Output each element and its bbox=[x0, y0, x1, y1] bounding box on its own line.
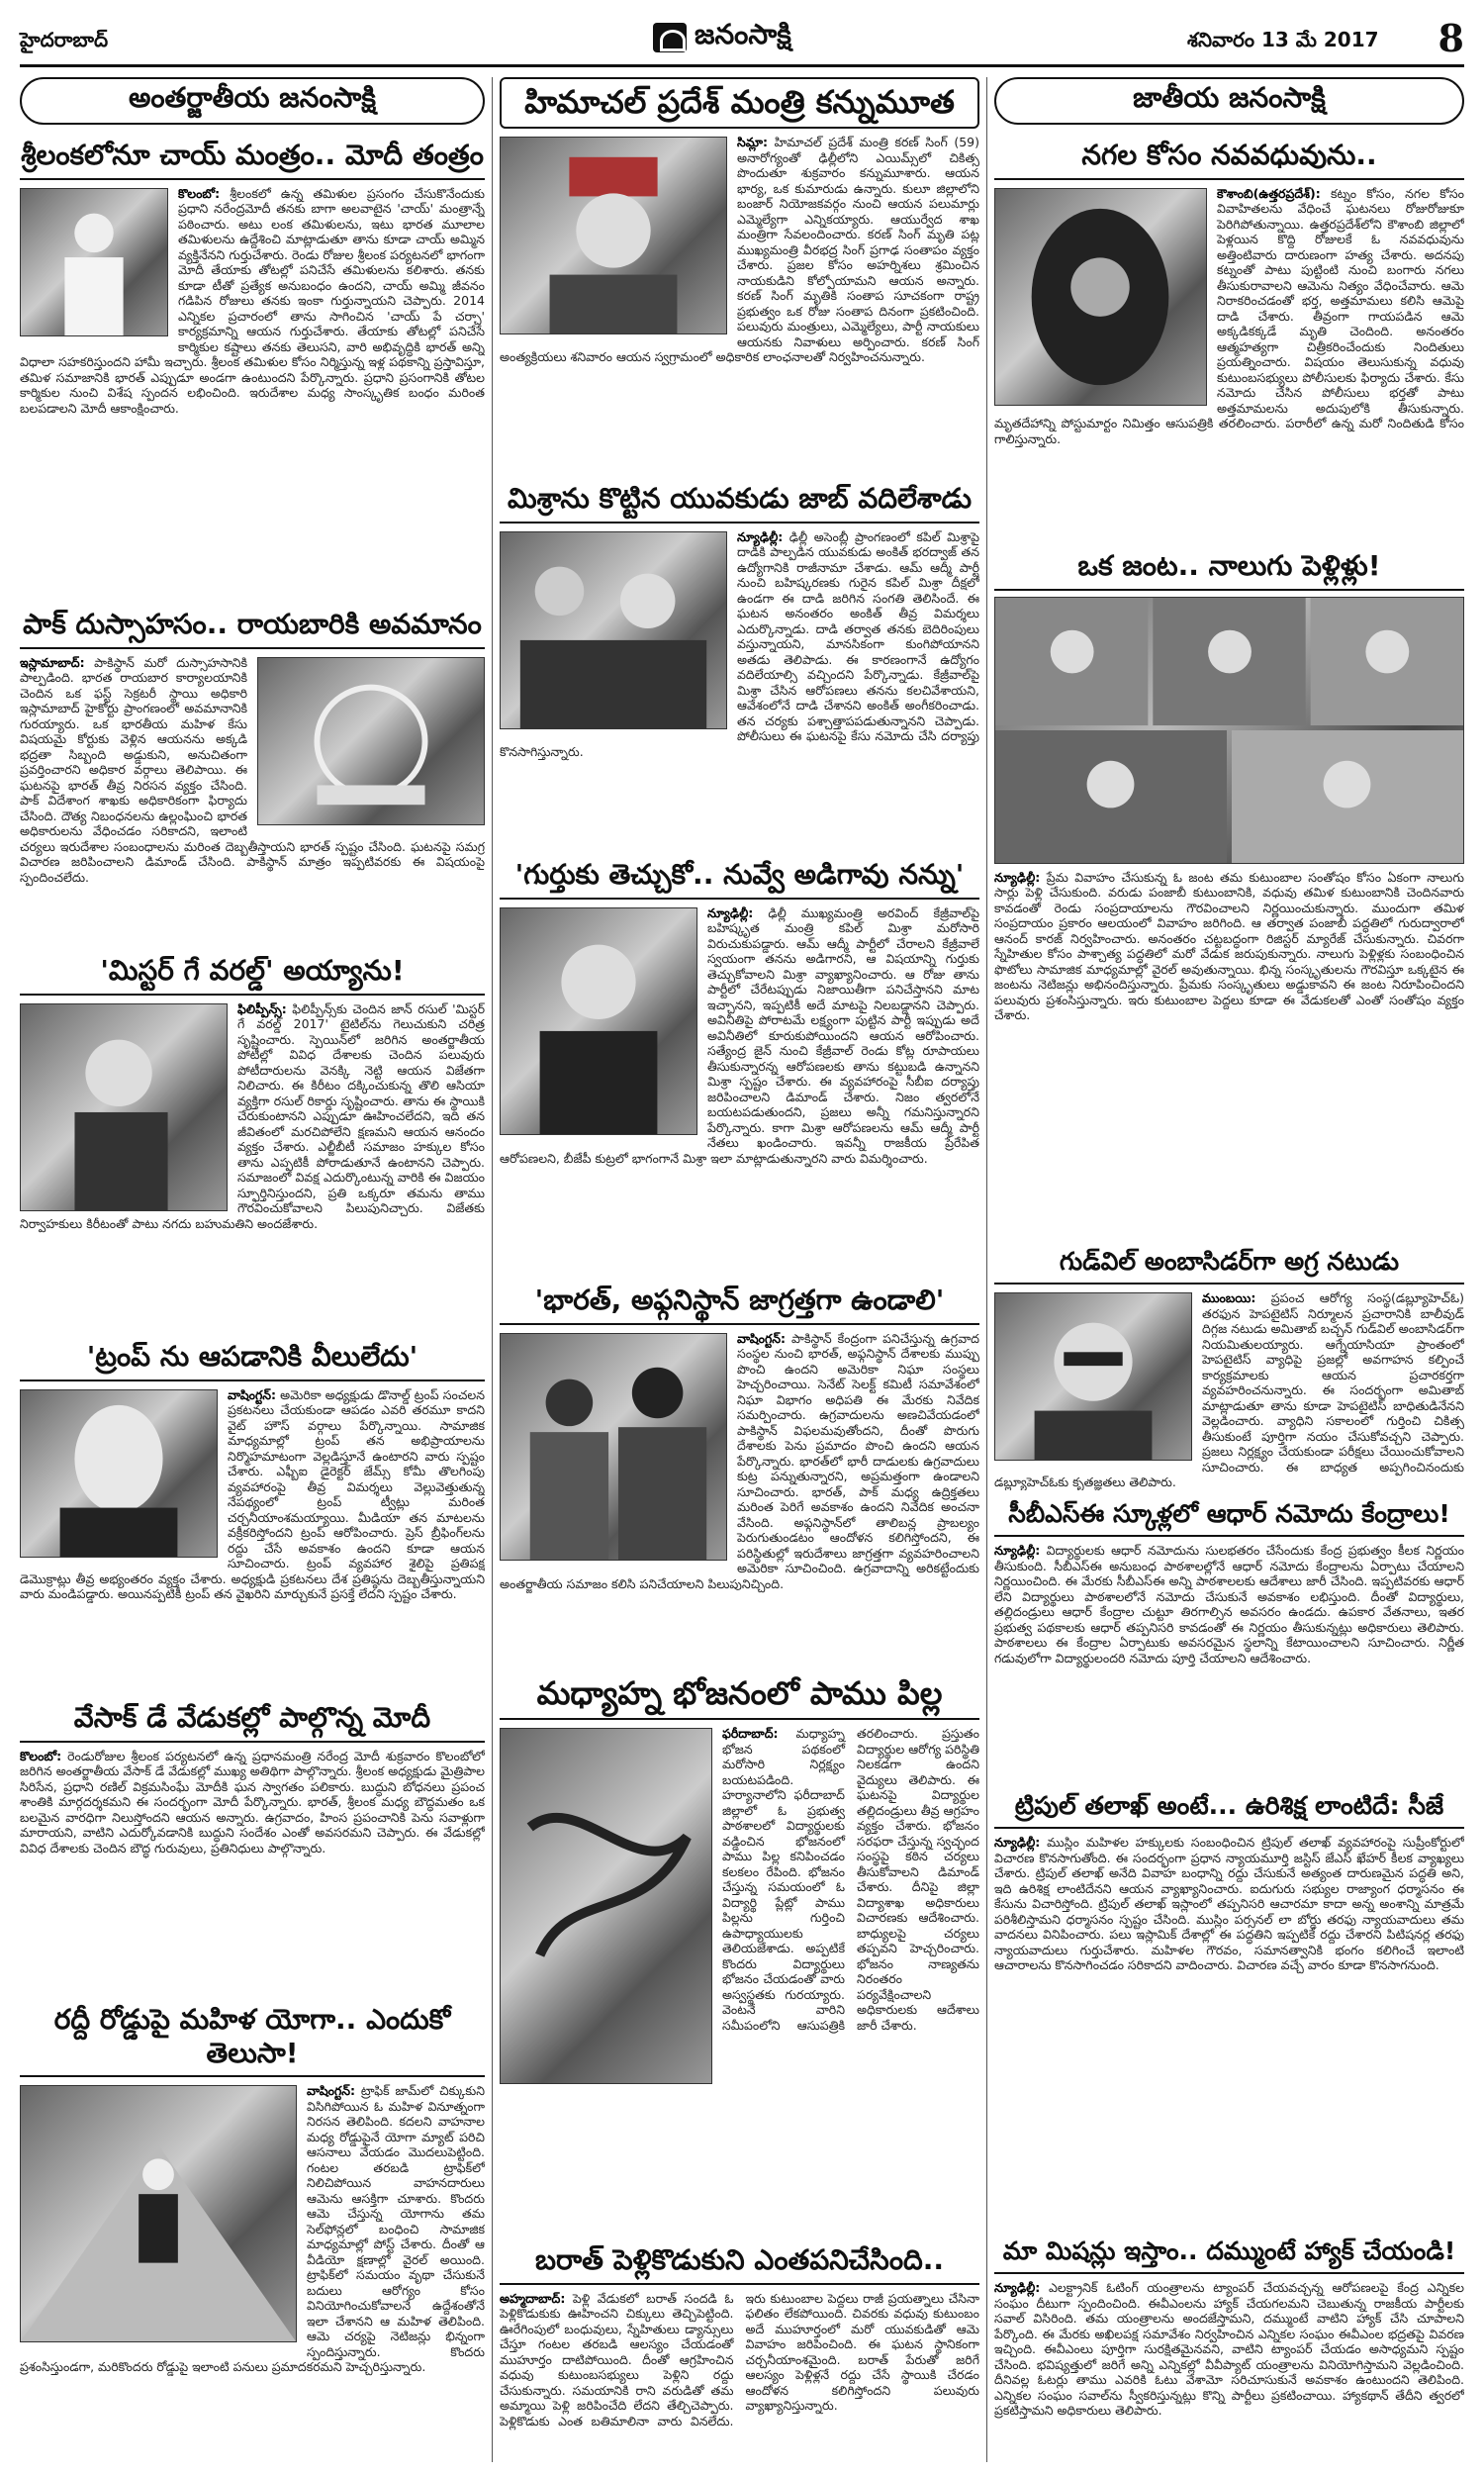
headline: సీబీఎస్ఈ స్కూళ్లలో ఆధార్ నమోదు కేంద్రాలు! bbox=[994, 1495, 1464, 1537]
story-text: హిమాచల్ ప్రదేశ్ మంత్రి కరణ్ సింగ్ (59) అనారోగ్యంతో ఢిల్లీలోని ఎయిమ్స్‌లో చికిత్స పొందుతూ శుక్రవారం కన్నుమూశారు. ఆయన భార్య, ఒక కుమారుడు ఉన్నారు. కులూ జిల్లాలోని బంజార్ నియోజకవర్గం నుంచి ఆయన పలుమార్లు ఎమ్మెల్యేగా ఎన్నికయ్యారు. ఆయుర్వేద శాఖ మంత్రిగా సేవలందించారు. కరణ్ సింగ్ మృతి పట్ల ముఖ్యమంత్రి వీరభద్ర సింగ్ ప్రగాఢ సంతాపం వ్యక్తం చేశారు. ప్రజల కోసం అహర్నిశలు శ్రమించిన నాయకుడిని కోల్పోయామని ఆయన అన్నారు. కరణ్ సింగ్ మృతికి సంతాప సూచకంగా రాష్ట్ర ప్రభుత్వం ఒక రోజు సంతాప దినంగా ప్రకటించింది. పలువురు మంత్రులు, ఎమ్మెల్యేలు, పార్టీ నాయకులు ఆయనకు నివాళులు అర్పించారు. కరణ్ సింగ్ అంత్యక్రియలు శనివారం ఆయన స్వగ్రామంలో అధికారిక లాంఛనాలతో నిర్వహించనున్నారు. bbox=[500, 135, 979, 365]
headline: శ్రీలంకలోనూ చాయ్ మంత్రం.. మోదీ తంత్రం bbox=[20, 135, 485, 180]
page-number: 8 bbox=[1438, 16, 1464, 60]
story-himachal-minister bbox=[500, 77, 979, 473]
trump-photo bbox=[20, 1389, 218, 1558]
headline: ట్రిపుల్ తలాఖ్ అంటే... ఉరిశిక్ష లాంటిదే: సీజే bbox=[994, 1787, 1464, 1829]
dateline: న్యూఢిల్లీ: bbox=[994, 1543, 1041, 1558]
story-goodwill-ambassador bbox=[994, 1243, 1464, 1490]
story-snake-in-meal bbox=[500, 1670, 979, 2235]
dateline: సిమ్లా: bbox=[737, 135, 769, 150]
dateline: ఫరీదాబాద్: bbox=[722, 1726, 779, 1742]
headline: పాక్ దుస్సాహసం.. రాయబారికి అవమానం bbox=[20, 604, 485, 649]
road-yoga-photo bbox=[20, 2085, 297, 2342]
dateline: ఇస్లామాబాద్: bbox=[20, 654, 85, 670]
story-vesak-day bbox=[20, 1697, 485, 1994]
issue-date: శనివారం 13 మే 2017 bbox=[1187, 28, 1379, 51]
headline: రద్దీ రోడ్డుపై మహిళ యోగా.. ఎందుకో తెలుసా! bbox=[20, 1999, 485, 2077]
headline: 'గుర్తుకు తెచ్చుకో.. నువ్వే అడిగావు నన్ను' bbox=[500, 854, 979, 900]
dateline: ఫిలిప్పీన్స్: bbox=[237, 1000, 287, 1016]
mr-gay-world-photo bbox=[20, 1003, 228, 1211]
story-text: పాకిస్థాన్ కేంద్రంగా పనిచేస్తున్న ఉగ్రవాద సంస్థల నుంచి భారత్, అఫ్గనిస్థాన్ దేశాలకు ముప్పు పొంచి ఉందని అమెరికా నిఘా సంస్థలు హెచ్చరించాయి. సెనేట్ సెలక్ట్ కమిటీ సమావేశంలో నిఘా విభాగం అధిపతి ఈ మేరకు నివేదిక సమర్పించారు. ఉగ్రవాదులను అణచివేయడంలో పాకిస్థాన్ విఫలమవుతోందని, దీంతో పొరుగు దేశాలకు పెను ప్రమాదం పొంచి ఉందని ఆయన పేర్కొన్నారు. భారత్‌లో భారీ దాడులకు ఉగ్రవాదులు కుట్ర పన్నుతున్నారని, అప్రమత్తంగా ఉండాలని సూచించారు. భారత్, పాక్ మధ్య ఉద్రిక్తతలు మరింత పెరిగే అవకాశం ఉందని నివేదిక అంచనా వేసింది. అఫ్గనిస్థాన్‌లో తాలిబన్ల ప్రాబల్యం పెరుగుతుండటం ఆందోళన కలిగిస్తోందని, ఈ పరిస్థితుల్లో ఇరుదేశాలు జాగ్రత్తగా వ్యవహరించాలని అమెరికా సూచించింది. ఉగ్రవాదాన్ని అరికట్టేందుకు అంతర్జాతీయ సమాజం కలిసి పనిచేయాలని పిలుపునిచ్చింది. bbox=[500, 1330, 979, 1591]
story-text: ఫిలిప్పీన్స్‌కు చెందిన జాన్ రసుల్ 'మిస్టర్ గే వరల్డ్ 2017' టైటిల్‌ను గెలుచుకుని చరిత్ర సృష్టించారు. స్పెయిన్‌లో జరిగిన అంతర్జాతీయ పోటీల్లో వివిధ దేశాలకు చెందిన పలువురు పోటీదారులను వెనక్కి నెట్టి ఆయన విజేతగా నిలిచారు. ఈ కిరీటం దక్కించుకున్న తొలి ఆసియా వ్యక్తిగా రసుల్ రికార్డు సృష్టించారు. తాను ఈ స్థాయికి చేరుకుంటానని ఎప్పుడూ ఊహించలేదని, ఇది తన జీవితంలో మరచిపోలేని క్షణమని ఆయన ఆనందం వ్యక్తం చేశారు. ఎల్జీబీటీ సమాజం హక్కుల కోసం తాను ఎప్పటికీ పోరాడుతూనే ఉంటానని చెప్పారు. సమాజంలో వివక్ష ఎదుర్కొంటున్న వారికి ఈ విజయం స్ఫూర్తినిస్తుందని, ప్రతి ఒక్కరూ తమను తాము గౌరవించుకోవాలని పిలుపునిచ్చారు. విజేతకు నిర్వాహకులు కిరీటంతో పాటు నగదు బహుమతిని అందజేశారు. bbox=[20, 1000, 485, 1231]
headline: 'భారత్, అఫ్గనిస్థాన్ జాగ్రత్తగా ఉండాలి' bbox=[500, 1280, 979, 1325]
story-trump bbox=[20, 1336, 485, 1692]
column-national bbox=[994, 77, 1464, 2462]
headline: వేసాక్ డే వేడుకల్లో పాల్గొన్న మోదీ bbox=[20, 1697, 485, 1743]
story-baraat-groom bbox=[500, 2239, 979, 2462]
headline: మా మిషన్లు ఇస్తాం.. దమ్ముంటే హ్యాక్ చేయండి! bbox=[994, 2233, 1464, 2274]
dateline: న్యూఢిల్లీ: bbox=[994, 2280, 1041, 2295]
story-text: అమెరికా అధ్యక్షుడు డొనాల్డ్ ట్రంప్ సంచలన ప్రకటనలు చేయకుండా ఆపడం ఎవరి తరమూ కాదని వైట్ హౌస్ వర్గాలు పేర్కొన్నాయి. సామాజిక మాధ్యమాల్లో ట్రంప్ తన అభిప్రాయాలను నిర్మొహమాటంగా వెల్లడిస్తూనే ఉంటారని వారు స్పష్టం చేశారు. ఎఫ్బీఐ డైరెక్టర్ జేమ్స్ కోమీ తొలగింపు వ్యవహారంపై తీవ్ర విమర్శలు వెల్లువెత్తుతున్న నేపథ్యంలో ట్రంప్ ట్వీట్లు మరింత చర్చనీయాంశమయ్యాయి. మీడియా తన మాటలను వక్రీకరిస్తోందని ట్రంప్ ఆరోపించారు. ప్రెస్ బ్రీఫింగ్‌లను రద్దు చేసే అవకాశం ఉందని కూడా ఆయన సూచించారు. ట్రంప్ వ్యవహార శైలిపై ప్రతిపక్ష డెమొక్రాట్లు తీవ్ర అభ్యంతరం వ్యక్తం చేశారు. అధ్యక్షుడి ప్రకటనలు దేశ ప్రతిష్ఠను దెబ్బతీస్తున్నాయని వారు మండిపడ్డారు. అయినప్పటికీ ట్రంప్ తన వైఖరిని మార్చుకునే ప్రసక్తే లేదని స్పష్టం చేశారు. bbox=[20, 1386, 485, 1602]
masthead bbox=[20, 10, 1464, 67]
dateline: కొలంబో: bbox=[20, 1748, 62, 1763]
story-text: విద్యార్థులకు ఆధార్ నమోదును సులభతరం చేసేందుకు కేంద్ర ప్రభుత్వం కీలక నిర్ణయం తీసుకుంది. సీబీఎస్ఈ అనుబంధ పాఠశాలల్లోనే ఆధార్ నమోదు కేంద్రాలను ఏర్పాటు చేయాలని నిర్ణయించింది. ఈ మేరకు సీబీఎస్ఈ అన్ని పాఠశాలలకు ఆదేశాలు జారీ చేసింది. ఇప్పటివరకు ఆధార్ లేని విద్యార్థులు పాఠశాలలోనే నమోదు చేసుకునే అవకాశం లభిస్తుంది. దీంతో విద్యార్థులు, తల్లిదండ్రులు ఆధార్ కేంద్రాల చుట్టూ తిరగాల్సిన అవసరం ఉండదు. ఉపకార వేతనాలు, ఇతర ప్రభుత్వ పథకాలకు ఆధార్ తప్పనిసరి కావడంతో ఈ నిర్ణయం తీసుకున్నట్లు అధికారులు తెలిపారు. పాఠశాలలు ఈ కేంద్రాల ఏర్పాటుకు అవసరమైన స్థలాన్ని కేటాయించాలని సూచించారు. నిర్ణీత గడువులోగా విద్యార్థులందరి నమోదు పూర్తి చేయాలని ఆదేశించారు. bbox=[994, 1543, 1464, 1665]
modi-srilanka-photo bbox=[20, 188, 168, 336]
dateline: న్యూఢిల్లీ: bbox=[707, 904, 754, 920]
section-header-international: అంతర్జాతీయ జనంసాక్షి bbox=[20, 77, 485, 125]
headline: 'ట్రంప్ ను ఆపడానికి వీలులేదు' bbox=[20, 1336, 485, 1381]
story-text: మధ్యాహ్న భోజన పథకంలో మరోసారి నిర్లక్ష్యం బయటపడింది. హర్యానాలోని ఫరీదాబాద్ జిల్లాలో ఓ ప్రభుత్వ పాఠశాలలో విద్యార్థులకు వడ్డించిన భోజనంలో పాము పిల్ల కనిపించడం కలకలం రేపింది. భోజనం చేస్తున్న సమయంలో ఓ విద్యార్థి ప్లేట్లో పాము పిల్లను గుర్తించి ఉపాధ్యాయులకు తెలియజేశాడు. అప్పటికే కొందరు విద్యార్థులు భోజనం చేయడంతో వారు అస్వస్థతకు గురయ్యారు. వెంటనే వారిని సమీపంలోని ఆసుపత్రికి తరలించారు. ప్రస్తుతం విద్యార్థుల ఆరోగ్య పరిస్థితి నిలకడగా ఉందని వైద్యులు తెలిపారు. ఈ ఘటనపై విద్యార్థుల తల్లిదండ్రులు తీవ్ర ఆగ్రహం వ్యక్తం చేశారు. భోజనం సరఫరా చేస్తున్న స్వచ్ఛంద సంస్థపై కఠిన చర్యలు తీసుకోవాలని డిమాండ్ చేశారు. దీనిపై జిల్లా విద్యాశాఖ అధికారులు విచారణకు ఆదేశించారు. బాధ్యులపై చర్యలు తప్పవని హెచ్చరించారు. భోజనం నాణ్యతను నిరంతరం పర్యవేక్షించాలని అధికారులకు ఆదేశాలు జారీ చేశారు. bbox=[722, 1726, 979, 2033]
dateline: ముంబయి: bbox=[1202, 1290, 1256, 1305]
islamabad-high-court-photo bbox=[257, 657, 485, 825]
story-bride-jewels bbox=[994, 135, 1464, 540]
headline: నగల కోసం నవవధువును.. bbox=[994, 135, 1464, 180]
dateline: కౌశాంబి(ఉత్తరప్రదేశ్): bbox=[1217, 185, 1321, 201]
dateline: న్యూఢిల్లీ: bbox=[994, 1835, 1041, 1850]
story-four-weddings bbox=[994, 545, 1464, 1238]
story-text: ఎలక్ట్రానిక్ ఓటింగ్ యంత్రాలను ట్యాంపర్ చేయవచ్చన్న ఆరోపణలపై కేంద్ర ఎన్నికల సంఘం దీటుగా స్పందించింది. ఈవీఎంలను హ్యాక్ చేయగలమని చెబుతున్న రాజకీయ పార్టీలకు సవాల్ విసిరింది. తమ యంత్రాలను అందజేస్తామని, దమ్ముంటే వాటిని హ్యాక్ చేసి చూపాలని పేర్కొంది. ఈ మేరకు అఖిలపక్ష సమావేశం నిర్వహించిన ఎన్నికల సంఘం ఈవీఎంల భద్రతపై వివరణ ఇచ్చింది. ఈవీఎంలు పూర్తిగా సురక్షితమైనవని, వాటిని ట్యాంపర్ చేయడం అసాధ్యమని స్పష్టం చేసింది. భవిష్యత్తులో జరిగే అన్ని ఎన్నికల్లో వీవీప్యాట్ యంత్రాలను వినియోగిస్తామని వెల్లడించింది. దీనివల్ల ఓటర్లు తాము ఎవరికి ఓటు వేశామో సరిచూసుకునే అవకాశం ఉంటుందని తెలిపింది. ఎన్నికల సంఘం సవాల్‌ను స్వీకరిస్తున్నట్లు కొన్ని పార్టీలు ప్రకటించాయి. హ్యాకథాన్ తేదీని త్వరలో ప్రకటిస్తామని అధికారులు తెలిపారు. bbox=[994, 2280, 1464, 2418]
minister-photo bbox=[500, 137, 727, 334]
story-pak-diplomat bbox=[20, 604, 485, 945]
kapil-mishra-photo bbox=[500, 907, 697, 1135]
militants-photo bbox=[500, 1333, 727, 1561]
dateline: వాషింగ్టన్: bbox=[737, 1330, 787, 1346]
story-text: రెండురోజుల శ్రీలంక పర్యటనలో ఉన్న ప్రధానమంత్రి నరేంద్ర మోదీ శుక్రవారం కొలంబోలో జరిగిన అంతర్జాతీయ వేసాక్ డే వేడుకల్లో ముఖ్య అతిథిగా పాల్గొన్నారు. శ్రీలంక అధ్యక్షుడు మైత్రిపాల సిరిసేన, ప్రధాని రణిల్ విక్రమసింఘే మోదీకి ఘన స్వాగతం పలికారు. బుద్ధుని బోధనలు ప్రపంచ శాంతికి మార్గదర్శకమని ఈ సందర్భంగా మోదీ పేర్కొన్నారు. భారత్, శ్రీలంక మధ్య బౌద్ధమతం ఒక బలమైన వారధిగా నిలుస్తోందని ఆయన అన్నారు. ఉగ్రవాదం, హింస ప్రపంచానికి పెను సవాళ్లుగా మారాయని, వాటిని ఎదుర్కోవడానికి బుద్ధుని సందేశం ఎంతో అవసరమని చెప్పారు. ఈ వేడుకల్లో వివిధ దేశాలకు చెందిన బౌద్ధ గురువులు, ప్రతినిధులు పాల్గొన్నారు. bbox=[20, 1748, 485, 1856]
story-india-afghanistan bbox=[500, 1280, 979, 1665]
paper-logo bbox=[653, 18, 791, 57]
headline: మధ్యాహ్న భోజనంలో పాము పిల్ల bbox=[500, 1670, 979, 1720]
section-header-national: జాతీయ జనంసాక్షి bbox=[994, 77, 1464, 125]
story-text: ఢిల్లీ ముఖ్యమంత్రి అరవింద్ కేజ్రీవాల్‌పై బహిష్కృత మంత్రి కపిల్ మిశ్రా మరోసారి విరుచుకుపడ్డారు. ఆమ్ ఆద్మీ పార్టీలో చేరాలని కేజ్రీవాలే స్వయంగా తనను అడిగారని, ఆ విషయాన్ని గుర్తుకు తెచ్చుకోవాలని మిశ్రా వ్యాఖ్యానించారు. ఆ రోజు తాను పార్టీలో చేరేటప్పుడు నిజాయితీగా పనిచేస్తానని మాట ఇచ్చానని, ఇప్పటికీ అదే మాటపై నిలబడ్డానని చెప్పారు. అవినీతిపై పోరాటమే లక్ష్యంగా పుట్టిన పార్టీ ఇప్పుడు అదే అవినీతిలో కూరుకుపోయిందని ఆయన ఆరోపించారు. సత్యేంద్ర జైన్ నుంచి కేజ్రీవాల్ రెండు కోట్ల రూపాయలు తీసుకున్నారన్న ఆరోపణలకు తాను కట్టుబడి ఉన్నానని మిశ్రా స్పష్టం చేశారు. ఈ వ్యవహారంపై సీబీఐ దర్యాప్తు జరిపించాలని డిమాండ్ చేశారు. నిజం త్వరలోనే బయటపడుతుందని, ప్రజలు అన్నీ గమనిస్తున్నారని పేర్కొన్నారు. కాగా మిశ్రా ఆరోపణలను ఆమ్ ఆద్మీ పార్టీ నేతలు ఖండించారు. ఇవన్నీ రాజకీయ ప్రేరేపిత ఆరోపణలని, బీజేపీ కుట్రలో భాగంగానే మిశ్రా ఇలా మాట్లాడుతున్నారని వారు విమర్శించారు. bbox=[500, 904, 979, 1166]
column-international bbox=[20, 77, 485, 2462]
story-text: పెళ్లి వేడుకలో బరాత్ సందడి ఓ పెళ్లికొడుకుకు ఊహించని చిక్కులు తెచ్చిపెట్టింది. ఊరేగింపులో బంధువులు, స్నేహితులు డ్యాన్సులు చేస్తూ గంటల తరబడి ఆలస్యం చేయడంతో ముహూర్తం దాటిపోయింది. దీంతో ఆగ్రహించిన వధువు కుటుంబసభ్యులు పెళ్లిని రద్దు చేసుకున్నారు. సమయానికి రాని వరుడితో తమ అమ్మాయి పెళ్లి జరిపించేది లేదని తేల్చిచెప్పారు. పెళ్లికొడుకు ఎంత బతిమాలినా వారు వినలేదు. ఇరు కుటుంబాల పెద్దలు రాజీ ప్రయత్నాలు చేసినా ఫలితం లేకపోయింది. చివరకు వధువు కుటుంబం అదే ముహూర్తంలో మరో యువకుడితో ఆమె వివాహం జరిపించింది. ఈ ఘటన స్థానికంగా చర్చనీయాంశమైంది. బరాత్ పేరుతో జరిగే ఆలస్యం పెళ్లిళ్లనే రద్దు చేసే స్థాయికి చేరడం ఆందోళన కలిగిస్తోందని పలువురు వ్యాఖ్యానిస్తున్నారు. bbox=[500, 2290, 979, 2428]
amitabh-photo bbox=[994, 1292, 1192, 1461]
logo-icon bbox=[653, 23, 687, 52]
paper-name: జనంసాక్షి bbox=[695, 18, 791, 50]
dateline: అహ్మదాబాద్: bbox=[500, 2290, 566, 2306]
four-weddings-photo bbox=[994, 597, 1464, 864]
story-text: శ్రీలంకలో ఉన్న తమిళుల ప్రసంగం చేసుకొనేందుకు ప్రధాని నరేంద్రమోదీ తనకు బాగా అలవాటైన 'చాయ్' మంత్రాన్నే పఠించారు. అటు లంక తమిళులను, ఇటు భారత మూలాల తమిళులను ఉద్దేశించి మాట్లాడుతూ తాను కూడా చాయ్ అమ్మిన వ్యక్తినేనని గుర్తుచేశారు. రెండు రోజుల శ్రీలంక పర్యటనలో భాగంగా మోదీ తేయాకు తోటల్లో పనిచేసే తమిళులను కలిశారు. తనకు కూడా టీతో ప్రత్యేక అనుబంధం ఉందని, చాయ్ అమ్మి జీవనం గడిపిన రోజులు తనకు ఇంకా గుర్తున్నాయని చెప్పారు. 2014 ఎన్నికల ప్రచారంలో తాను సాగించిన 'చాయ్ పే చర్చా' కార్యక్రమాన్ని ఆయన గుర్తుచేశారు. తేయాకు తోటల్లో పనిచేసే కార్మికుల కష్టాలు తనకు తెలుసని, వారి అభివృద్ధికి భారత్ అన్ని విధాలా సహకరిస్తుందని హామీ ఇచ్చారు. శ్రీలంక తమిళుల కోసం నిర్మిస్తున్న ఇళ్ల పథకాన్ని ప్రస్తావిస్తూ, తమిళ సమాజానికి భారత్ ఎప్పుడూ అండగా ఉంటుందని పేర్కొన్నారు. ప్రధాని ప్రసంగానికి తోటల కార్మికుల నుంచి విశేష స్పందన లభించింది. ఇరుదేశాల మధ్య సాంస్కృతిక బంధం మరింత బలపడాలని మోదీ ఆకాంక్షించారు. bbox=[20, 185, 485, 416]
story-road-yoga bbox=[20, 1999, 485, 2462]
story-mishra-attacker bbox=[500, 478, 979, 849]
snake-in-food-photo bbox=[500, 1728, 712, 2084]
bride-photo bbox=[994, 188, 1207, 406]
story-text: ముస్లిం మహిళల హక్కులకు సంబంధించిన ట్రిపుల్ తలాఖ్ వ్యవహారంపై సుప్రీంకోర్టులో విచారణ కొనసాగుతోంది. ఈ సందర్భంగా ప్రధాన న్యాయమూర్తి జస్టిస్ జేఎస్ ఖేహర్ కీలక వ్యాఖ్యలు చేశారు. ట్రిపుల్ తలాఖ్ అనేది వివాహ బంధాన్ని రద్దు చేసుకునే అత్యంత దారుణమైన పద్ధతి అని, ఇది ఉరిశిక్ష లాంటిదేనని ఆయన వ్యాఖ్యానించారు. ఐదుగురు సభ్యుల రాజ్యాంగ ధర్మాసనం ఈ కేసును విచారిస్తోంది. ట్రిపుల్ తలాఖ్ ఇస్లాంలో తప్పనిసరి ఆచారమా కాదా అన్న అంశాన్ని మాత్రమే పరిశీలిస్తామని ధర్మాసనం స్పష్టం చేసింది. ముస్లిం పర్సనల్ లా బోర్డు తరఫు న్యాయవాదులు తమ వాదనలు వినిపించారు. పలు ఇస్లామిక్ దేశాల్లో ఈ పద్ధతిని ఇప్పటికే రద్దు చేశారని పిటిషనర్ల తరఫు న్యాయవాదులు గుర్తుచేశారు. మహిళల గౌరవం, సమానత్వానికి భంగం కలిగించే ఇలాంటి ఆచారాలను కొనసాగించడం సరికాదని వాదించారు. విచారణ వచ్చే వారం కూడా కొనసాగనుంది. bbox=[994, 1835, 1464, 1972]
story-evm-hack bbox=[994, 2233, 1464, 2462]
story-srilanka-chai bbox=[20, 135, 485, 600]
story-mr-gay-world bbox=[20, 950, 485, 1331]
headline: ఒక జంట.. నాలుగు పెళ్లిళ్లు! bbox=[994, 545, 1464, 591]
story-text: ట్రాఫిక్ జామ్‌లో చిక్కుకుని విసిగిపోయిన ఓ మహిళ వినూత్నంగా నిరసన తెలిపింది. కదలని వాహనాల మధ్య రోడ్డుపైనే యోగా మ్యాట్ పరిచి ఆసనాలు వేయడం మొదలుపెట్టింది. గంటల తరబడి ట్రాఫిక్‌లో నిలిచిపోయిన వాహనదారులు ఆమెను ఆసక్తిగా చూశారు. కొందరు ఆమె చేస్తున్న యోగాను తమ సెల్‌ఫోన్లలో బంధించి సామాజిక మాధ్యమాల్లో పోస్ట్ చేశారు. దీంతో ఆ వీడియో క్షణాల్లో వైరల్ అయింది. ట్రాఫిక్‌లో సమయం వృథా చేసుకునే బదులు ఆరోగ్యం కోసం వినియోగించుకోవాలనే ఉద్దేశంతోనే ఇలా చేశానని ఆ మహిళ తెలిపింది. ఆమె చర్యపై నెటిజన్లు భిన్నంగా స్పందిస్తున్నారు. కొందరు ప్రశంసిస్తుండగా, మరికొందరు రోడ్డుపై ఇలాంటి పనులు ప్రమాదకరమని హెచ్చరిస్తున్నారు. bbox=[20, 2083, 485, 2375]
story-triple-talaq bbox=[994, 1787, 1464, 2228]
story-text: ఢిల్లీ అసెంబ్లీ ప్రాంగణంలో కపిల్ మిశ్రాపై దాడికి పాల్పడిన యువకుడు అంకిత్ భరద్వాజ్ తన ఉద్యోగానికి రాజీనామా చేశాడు. ఆమ్ ఆద్మీ పార్టీ నుంచి బహిష్కరణకు గురైన కపిల్ మిశ్రా దీక్షలో ఉండగా ఈ దాడి జరిగిన సంగతి తెలిసిందే. ఈ ఘటన అనంతరం అంకిత్ తీవ్ర విమర్శలు ఎదుర్కొన్నాడు. దాడి తర్వాత తనకు బెదిరింపులు వస్తున్నాయని, మానసికంగా కుంగిపోయానని అతడు తెలిపాడు. ఈ కారణంగానే ఉద్యోగం వదిలేయాల్సి వచ్చిందని పేర్కొన్నాడు. కేజ్రీవాల్‌పై మిశ్రా చేసిన ఆరోపణలు తనను కలచివేశాయని, ఆవేశంలోనే దాడి చేశానని అంకిత్ అంగీకరించాడు. తన చర్యకు పశ్చాత్తాపపడుతున్నానని చెప్పాడు. పోలీసులు ఈ ఘటనపై కేసు నమోదు చేసి దర్యాప్తు కొనసాగిస్తున్నారు. bbox=[500, 528, 979, 759]
dateline: వాషింగ్టన్: bbox=[307, 2083, 356, 2099]
story-text: ప్రపంచ ఆరోగ్య సంస్థ(డబ్ల్యూహెచ్‌ఓ) తరఫున హెపటైటిస్ నిర్మూలన ప్రచారానికి బాలీవుడ్ దిగ్గజ నటుడు అమితాబ్ బచ్చన్ గుడ్‌విల్ అంబాసిడర్‌గా నియమితులయ్యారు. ఆగ్నేయాసియా ప్రాంతంలో హెపటైటిస్ వ్యాధిపై ప్రజల్లో అవగాహన కల్పించే కార్యక్రమాలకు ఆయన ప్రచారకర్తగా వ్యవహరించనున్నారు. ఈ సందర్భంగా అమితాబ్ మాట్లాడుతూ తాను కూడా హెపటైటిస్ బాధితుడినేనని వెల్లడించారు. వ్యాధిని సకాలంలో గుర్తించి చికిత్స తీసుకుంటే పూర్తిగా నయం చేసుకోవచ్చని చెప్పారు. ప్రజలు నిర్లక్ష్యం చేయకుండా పరీక్షలు చేయించుకోవాలని సూచించారు. ఈ బాధ్యత అప్పగించినందుకు డబ్ల్యూహెచ్‌ఓకు కృతజ్ఞతలు తెలిపారు. bbox=[994, 1290, 1464, 1489]
story-text: ప్రేమ వివాహం చేసుకున్న ఓ జంట తమ కుటుంబాల సంతోషం కోసం ఏకంగా నాలుగు సార్లు పెళ్లి చేసుకుంది. వరుడు పంజాబీ కుటుంబానికి, వధువు తమిళ కుటుంబానికి చెందినవారు కావడంతో రెండు సంప్రదాయాలను గౌరవించాలని నిర్ణయించుకున్నారు. ముందుగా తమిళ సంప్రదాయం ప్రకారం ఆలయంలో వివాహం జరిగింది. ఆ తర్వాత పంజాబీ పద్ధతిలో గురుద్వారాలో ఆనంద్ కారజ్ నిర్వహించారు. అనంతరం చట్టబద్ధంగా రిజిస్టర్ మ్యారేజ్ చేసుకున్నారు. చివరగా స్నేహితుల కోసం పాశ్చాత్య పద్ధతిలో మరో వేడుక జరుపుకున్నారు. నాలుగు పెళ్లిళ్లకు సంబంధించిన ఫొటోలు సామాజిక మాధ్యమాల్లో వైరల్ అవుతున్నాయి. భిన్న సంస్కృతులను గౌరవిస్తూ ఒక్కటైన ఈ జంటను నెటిజన్లు అభినందిస్తున్నారు. ప్రేమకు సంస్కృతులు అడ్డుకావని ఈ జంట నిరూపించిందని పలువురు ప్రశంసిస్తున్నారు. ఇరు కుటుంబాల పెద్దలు కూడా ఈ వేడుకలతో ఎంతో సంతోషం వ్యక్తం చేశారు. bbox=[994, 869, 1464, 1023]
story-text: కట్నం కోసం, నగల కోసం వివాహితలను వేధించే ఘటనలు రోజురోజుకూ పెరిగిపోతున్నాయి. ఉత్తరప్రదేశ్‌లోని కౌశాంబి జిల్లాలో పెళ్లయిన కొద్ది రోజులకే ఓ నవవధువును అత్తింటివారు దారుణంగా హత్య చేశారు. అదనపు కట్నంతో పాటు పుట్టింటి నుంచి బంగారు నగలు తీసుకురావాలని ఆమెను నిత్యం వేధించేవారు. ఆమె నిరాకరించడంతో భర్త, అత్తమామలు కలిసి ఆమెపై దాడి చేశారు. తీవ్రంగా గాయపడిన ఆమె అక్కడికక్కడే మృతి చెందింది. అనంతరం ఆత్మహత్యగా చిత్రీకరించేందుకు నిందితులు ప్రయత్నించారు. విషయం తెలుసుకున్న వధువు కుటుంబసభ్యులు పోలీసులకు ఫిర్యాదు చేశారు. కేసు నమోదు చేసిన పోలీసులు భర్తతో పాటు అత్తమామలను అదుపులోకి తీసుకున్నారు. మృతదేహాన్ని పోస్టుమార్టం నిమిత్తం ఆసుపత్రికి తరలించారు. పరారీలో ఉన్న మరో నిందితుడి కోసం గాలిస్తున్నారు. bbox=[994, 185, 1464, 446]
dateline: న్యూఢిల్లీ: bbox=[994, 869, 1041, 885]
dateline: వాషింగ్టన్: bbox=[228, 1386, 277, 1402]
dateline: కొలంబో: bbox=[178, 185, 221, 201]
headline: హిమాచల్ ప్రదేశ్ మంత్రి కన్నుమూత bbox=[500, 77, 979, 129]
column-rule bbox=[986, 77, 987, 2462]
headline: 'మిస్టర్ గే వరల్డ్' అయ్యాను! bbox=[20, 950, 485, 996]
story-text: పాకిస్థాన్ మరో దుస్సాహసానికి పాల్పడింది. భారత రాయబార కార్యాలయానికి చెందిన ఒక ఫస్ట్ సెక్రటరీ స్థాయి అధికారి ఇస్లామాబాద్ హైకోర్టు ప్రాంగణంలో అవమానానికి గురయ్యారు. ఒక భారతీయ మహిళ కేసు విషయమై కోర్టుకు వెళ్లిన ఆయనను అక్కడి భద్రతా సిబ్బంది అడ్డుకుని, అనుచితంగా ప్రవర్తించారని అధికార వర్గాలు తెలిపాయి. ఈ ఘటనపై భారత్ తీవ్ర నిరసన వ్యక్తం చేసింది. పాక్ విదేశాంగ శాఖకు అధికారికంగా ఫిర్యాదు చేసింది. దౌత్య నిబంధనలను ఉల్లంఘించి భారత అధికారులను వేధించడం సరికాదని, ఇలాంటి చర్యలు ఇరుదేశాల సంబంధాలను మరింత దెబ్బతీస్తాయని భారత్ స్పష్టం చేసింది. ఘటనపై సమగ్ర విచారణ జరిపించాలని డిమాండ్ చేసింది. పాకిస్థాన్ మాత్రం ఇప్పటివరకు ఈ విషయంపై స్పందించలేదు. bbox=[20, 654, 485, 885]
column-rule bbox=[492, 77, 493, 2462]
headline: గుడ్‌విల్ అంబాసిడర్‌గా అగ్ర నటుడు bbox=[994, 1243, 1464, 1285]
city-label: హైదరాబాద్ bbox=[20, 28, 109, 51]
dateline: న్యూఢిల్లీ: bbox=[737, 528, 784, 544]
headline: మిశ్రాను కొట్టిన యువకుడు జాబ్ వదిలేశాడు bbox=[500, 478, 979, 523]
story-remember-you-asked bbox=[500, 854, 979, 1275]
protest-scuffle-photo bbox=[500, 531, 727, 729]
column-middle bbox=[500, 77, 979, 2462]
story-cbse-aadhaar bbox=[994, 1495, 1464, 1782]
headline: బరాత్ పెళ్లికొడుకుని ఎంతపనిచేసింది.. bbox=[500, 2239, 979, 2285]
